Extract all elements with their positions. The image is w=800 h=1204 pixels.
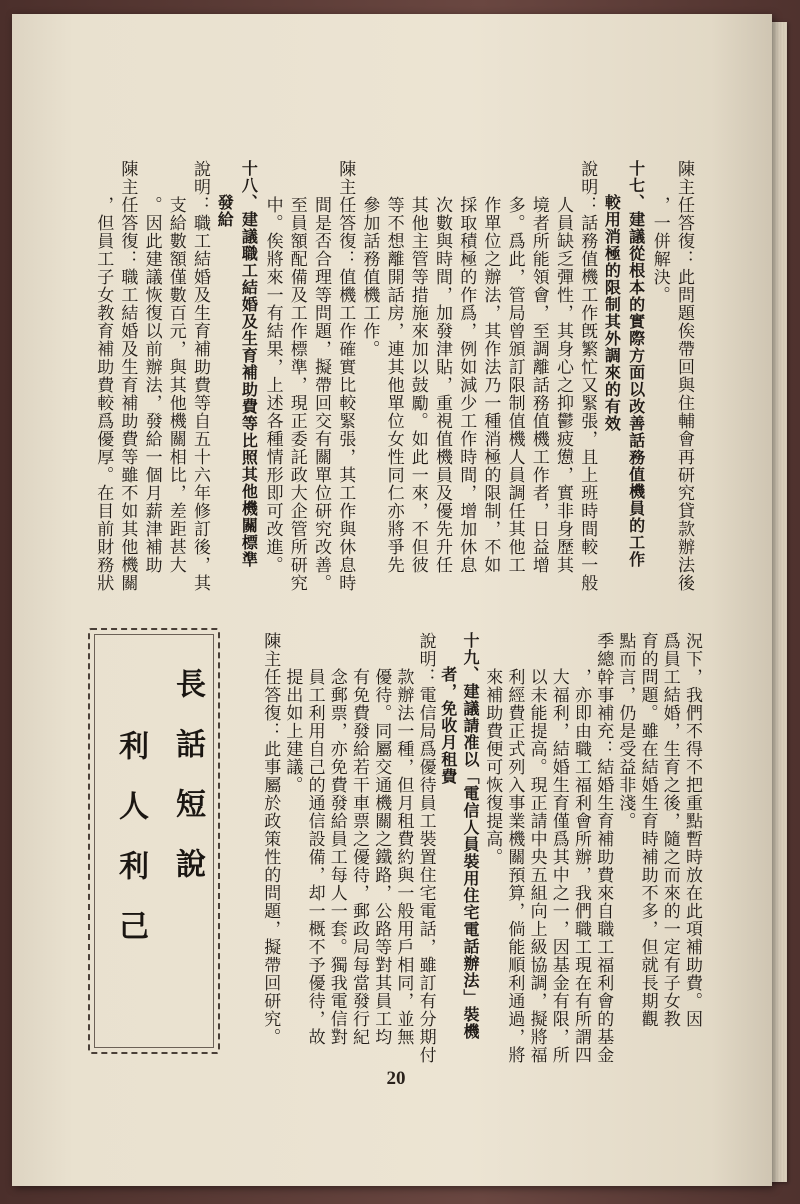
- text-column: 人員缺乏彈性，其身心之抑鬱疲憊，實非身歷其: [553, 160, 573, 574]
- text-column: ，一併解決。: [649, 160, 670, 304]
- text-column: 等不想離開話房，連其他單位女性同仁亦將爭先: [383, 160, 404, 574]
- slogan-line-2: 利人利己: [113, 730, 148, 970]
- text-column: 說明：電信局爲優待員工裝置住宅電話，雖訂有分期付: [415, 632, 436, 1064]
- text-column: 多。爲此，管局曾頒訂限制值機人員調任其他工: [504, 160, 525, 574]
- text-column: 作單位之辦法，其作法乃一種消極的限制，不如: [480, 160, 501, 574]
- text-column: ，但員工子女教育補助費較爲優厚。在目前財務狀: [93, 160, 114, 592]
- text-column: 大福利，結婚生育僅爲其中之一，因基金有限，所: [548, 632, 569, 1064]
- text-column: 採取積極的作爲，例如減少工作時間，增加休息: [456, 160, 477, 574]
- text-column: 中。俟將來一有結果，上述各種情形即可改進。: [262, 160, 283, 574]
- text-column: 款辦法一種，但月租費約與一般用戶相同，並無: [393, 632, 414, 1046]
- text-column: 以未能提高。現正請中央五組向上級協調，擬將福: [526, 632, 547, 1064]
- text-column: 利經費正式列入事業機關預算，倘能順利通過，將: [504, 632, 525, 1064]
- text-column: 十九、建議請准以「電信人員裝用住宅電話辦法」裝機: [461, 632, 480, 1040]
- text-column: 陳主任答復：職工結婚及生育補助費等雖不如其他機關: [117, 160, 138, 592]
- text-column: 提出如上建議。: [282, 632, 303, 794]
- text-column: 陳主任答復：此事屬於政策性的問題，擬帶回研究。: [260, 632, 281, 1046]
- text-column: 境者所能領會，至調離話務值機工作者，日益增: [528, 160, 549, 574]
- text-column: 參加話務值機工作。: [359, 160, 380, 358]
- text-column: 其他主管等措施來加以鼓勵。如此一來，不但彼: [407, 160, 428, 574]
- text-column: 育的問題。雖在結婚生育時補助不多，但就長期觀: [637, 632, 658, 1028]
- text-column: 說明：職工結婚及生育補助費等自五十六年修訂後，其: [190, 160, 210, 592]
- text-column: 員工利用自己的通信設備，却一概不予優待，故: [304, 632, 325, 1046]
- text-column: 爲員工結婚，生育之後，隨之而來的一定有子女教: [659, 632, 680, 1028]
- text-column: 間是否合理等問題，擬帶回交有關單位研究改善。: [311, 160, 331, 592]
- text-column: 點而言，仍是受益非淺。: [615, 632, 636, 830]
- text-column: 十八、建議職工結婚及生育補助費等比照其他機關標準: [239, 160, 259, 568]
- text-column: 支給數額僅數百元，與其他機關相比，差距甚大: [165, 160, 186, 574]
- text-column: 況下，我們不得不把重點暫時放在此項補助費。因: [682, 632, 702, 1028]
- text-column: 十七、建議從根本的實際方面以改善話務值機員的工作: [626, 160, 646, 568]
- text-column: 發給: [215, 160, 235, 228]
- text-column: 至員額配備及工作標準，現正委託政大企管所研究: [286, 160, 307, 592]
- text-column: 陳主任答復：值機工作確實比較緊張，其工作與休息時: [335, 160, 356, 592]
- text-column: 者，免收月租費: [438, 632, 458, 785]
- page-number: 20: [386, 1068, 406, 1089]
- text-column: 較用消極的限制其外調來的有效: [602, 160, 622, 432]
- text-column: ，亦即由職工福利會所辦，我們職工現在有所謂四: [571, 632, 591, 1064]
- text-column: 來補助費便可恢復提高。: [482, 632, 503, 866]
- text-column: 。因此建議恢復以前辦法，發給一個月薪津補助: [141, 160, 162, 574]
- slogan-line-1: 長話短說: [170, 668, 205, 908]
- text-column: 次數與時間，加發津貼，重視值機員及優先升任: [432, 160, 452, 574]
- text-column: 念郵票，亦免費發給員工每人一套。獨我電信對: [326, 632, 347, 1046]
- text-column: 有免費發給若干車票之優待，郵政局每當發行紀: [349, 632, 369, 1046]
- text-column: 季總幹事補充：結婚生育補助費來自職工福利會的基金: [593, 632, 614, 1064]
- text-column: 陳主任答復：此問題俟帶回與住輔會再研究貸款辦法後: [674, 160, 694, 592]
- text-column: 說明：話務值機工作旣繁忙又緊張，且上班時間較一般: [577, 160, 598, 592]
- text-column: 優待。同屬交通機關之鐵路，公路等對其員工均: [371, 632, 392, 1046]
